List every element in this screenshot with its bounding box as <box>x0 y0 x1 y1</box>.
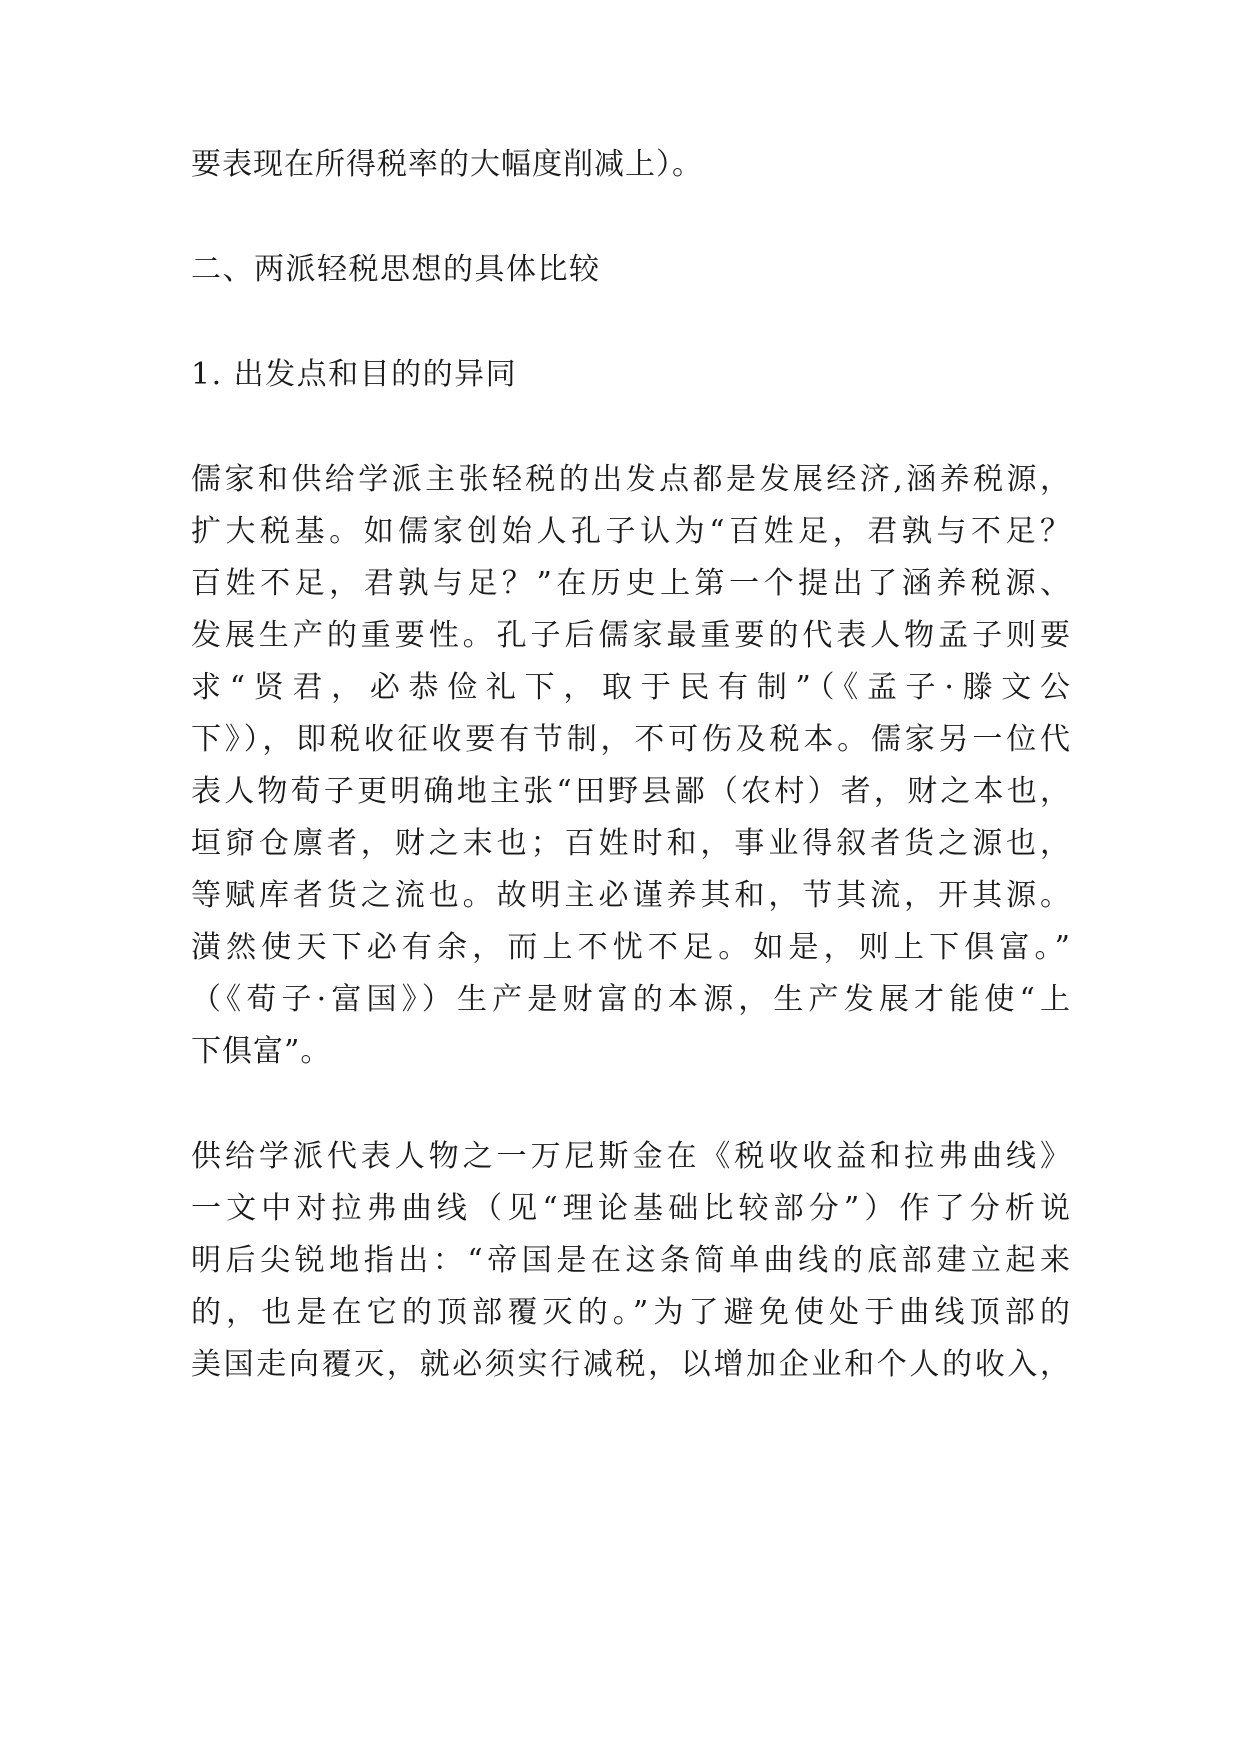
text-line: 供给学派代表人物之一万尼斯金在《税收收益和拉弗曲线》 <box>191 1139 1071 1174</box>
text-line: 扩大税基。如儒家创始人孔子认为“百姓足，君孰与不足？ <box>191 514 1071 549</box>
text-line: 下》），即税收征收要有节制，不可伤及税本。儒家另一位代 <box>191 722 1071 757</box>
text-line: 发展生产的重要性。孔子后儒家最重要的代表人物孟子则要 <box>191 618 1071 653</box>
text-line: 百姓不足，君孰与足？”在历史上第一个提出了涵养税源、 <box>191 566 1071 601</box>
section-heading: 二、两派轻税思想的具体比较 <box>191 252 601 287</box>
text-line: 的，也是在它的顶部覆灭的。”为了避免使处于曲线顶部的 <box>191 1295 1071 1330</box>
text-line: （《荀子·富国》）生产是财富的本源，生产发展才能使“上 <box>191 982 1071 1017</box>
text-line: 要表现在所得税率的大幅度削减上）。 <box>191 147 703 182</box>
text-line: 表人物荀子更明确地主张“田野县鄙（农村）者，财之本也， <box>191 774 1071 809</box>
text-line: 下俱富”。 <box>191 1034 332 1069</box>
text-line: 儒家和供给学派主张轻税的出发点都是发展经济,涵养税源， <box>191 462 1071 497</box>
text-line: 等赋库者货之流也。故明主必谨养其和，节其流，开其源。 <box>191 878 1071 913</box>
text-line: 求“贤君，必恭俭礼下，取于民有制”（《孟子·滕文公 <box>191 670 1071 705</box>
text-line: 明后尖锐地指出：“帝国是在这条简单曲线的底部建立起来 <box>191 1243 1071 1278</box>
text-line: 垣窌仓廪者，财之末也；百姓时和，事业得叙者货之源也， <box>191 826 1071 861</box>
text-line: 潢然使天下必有余，而上不忧不足。如是，则上下俱富。” <box>191 930 1071 965</box>
text-line: 美国走向覆灭，就必须实行减税，以增加企业和个人的收入， <box>191 1347 1071 1382</box>
subsection-heading: 1. 出发点和目的的异同 <box>191 357 518 392</box>
text-line: 一文中对拉弗曲线（见“理论基础比较部分”）作了分析说 <box>191 1191 1071 1226</box>
